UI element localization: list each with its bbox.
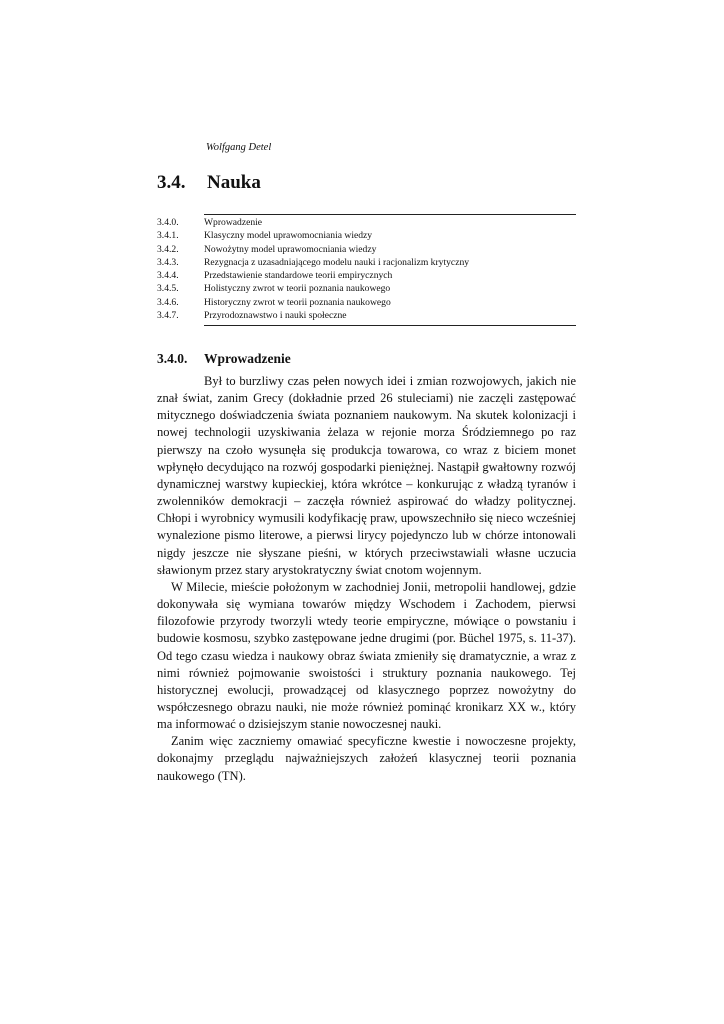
paragraph: Zanim więc zaczniemy omawiać specyficzne kwestie i nowoczesne projekty, dokonajmy przeglądu najważniejszych założeń klasycznej teorii poznania naukowego (TN). — [157, 734, 576, 783]
toc-bottom-rule — [204, 325, 576, 326]
running-head: Wolfgang Detel — [206, 142, 272, 153]
toc-item — [157, 229, 576, 242]
section-number: 3.4.0. — [157, 351, 188, 366]
toc-item — [157, 216, 576, 229]
toc-top-rule — [204, 214, 576, 215]
toc-item-number: 3.4.6. — [157, 296, 179, 308]
toc-item-title: Rezygnacja z uzasadniającego modelu nauki i racjonalizm krytyczny — [204, 256, 470, 268]
toc-item-title: Nowożytny model uprawomocniania wiedzy — [204, 243, 377, 255]
toc-item-number: 3.4.5. — [157, 283, 179, 295]
toc-item — [157, 309, 576, 322]
paragraph: Był to burzliwy czas pełen nowych idei i zmian rozwojowych, jakich nie znał świat, zanim Grecy (dokładnie przed 26 stuleciami) nie zaczęli zastępować mitycznego doświadczenia świata poznaniem naukowym. Na skutek kolonizacji i nowej technologii uzyskiwania żelaza w rejonie morza Śródziemnego po raz pierwszy na czoło wysunęła się produkcja towarowa, co wraz z biciem monet wpłynęło decydująco na rozwój gospodarki pieniężnej. Nastąpił gwałtowny rozwój dynamicznej warstwy kupieckiej, która wkrótce – konkurując z władzą tyranów i zwolenników demokracji – zaczęła również aspirować do władzy politycznej. Chłopi i wyrobnicy wymusili kodyfikację praw, upowszechniło się nieco wcześniej wynalezione pismo literowe, a pierwsi lirycy pojedynczo lub w chórze intonowali nigdy jeszcze nie słyszane pieśni, w których przeciwstawiali własne uczucia sławionym przez stary arystokratyczny świat cnotom wojennym. — [157, 374, 576, 577]
toc-item — [157, 256, 576, 269]
toc-item-number: 3.4.7. — [157, 310, 179, 322]
paragraph: W Milecie, mieście położonym w zachodniej Jonii, metropolii handlowej, gdzie dokonywała się wymiana towarów między Wschodem i Zachodem, pierwsi filozofowie przyrody tworzyli wtedy teorie empiryczne, mówiące o powstaniu i budowie kosmosu, szybko zastępowane jedne drugimi (por. Büchel 1975, s. 11-37). Od tego czasu wiedza i naukowy obraz świata zmieniły się dramatycznie, a wraz z nimi również pojmowanie swoistości i struktury poznania naukowego. Tej historycznej ewolucji, prowadzącej od klasycznego poprzez nowożytny do współczesnego obrazu nauki, nie może również pominąć kronikarz XX w., który ma informować o dzisiejszym stanie nowoczesnej nauki. — [157, 579, 576, 732]
toc-item-title: Klasyczny model uprawomocniania wiedzy — [204, 230, 373, 242]
toc-list — [157, 216, 576, 322]
toc-item-number: 3.4.1. — [157, 230, 179, 242]
toc-item — [157, 269, 576, 282]
body-text — [157, 373, 576, 785]
toc-item-title: Historyczny zwrot w teorii poznania naukowego — [204, 296, 391, 308]
toc-item-number: 3.4.2. — [157, 243, 179, 255]
toc-item-number: 3.4.0. — [157, 217, 179, 228]
toc-item-number: 3.4.3. — [157, 256, 179, 268]
toc-item — [157, 243, 576, 256]
toc-item-title: Przedstawienie standardowe teorii empirycznych — [204, 270, 393, 282]
chapter-title — [157, 172, 261, 194]
toc-item-title: Holistyczny zwrot w teorii poznania naukowego — [204, 283, 391, 295]
toc-item-number: 3.4.4. — [157, 270, 179, 282]
chapter-number: 3.4. — [157, 172, 186, 193]
toc-item — [157, 282, 576, 295]
toc-item — [157, 296, 576, 309]
section-heading — [157, 351, 291, 367]
toc-item-title: Przyrodoznawstwo i nauki społeczne — [204, 310, 347, 322]
section-title: Wprowadzenie — [204, 351, 291, 366]
toc-item-title: Wprowadzenie — [204, 217, 263, 228]
chapter-name: Nauka — [207, 172, 261, 193]
